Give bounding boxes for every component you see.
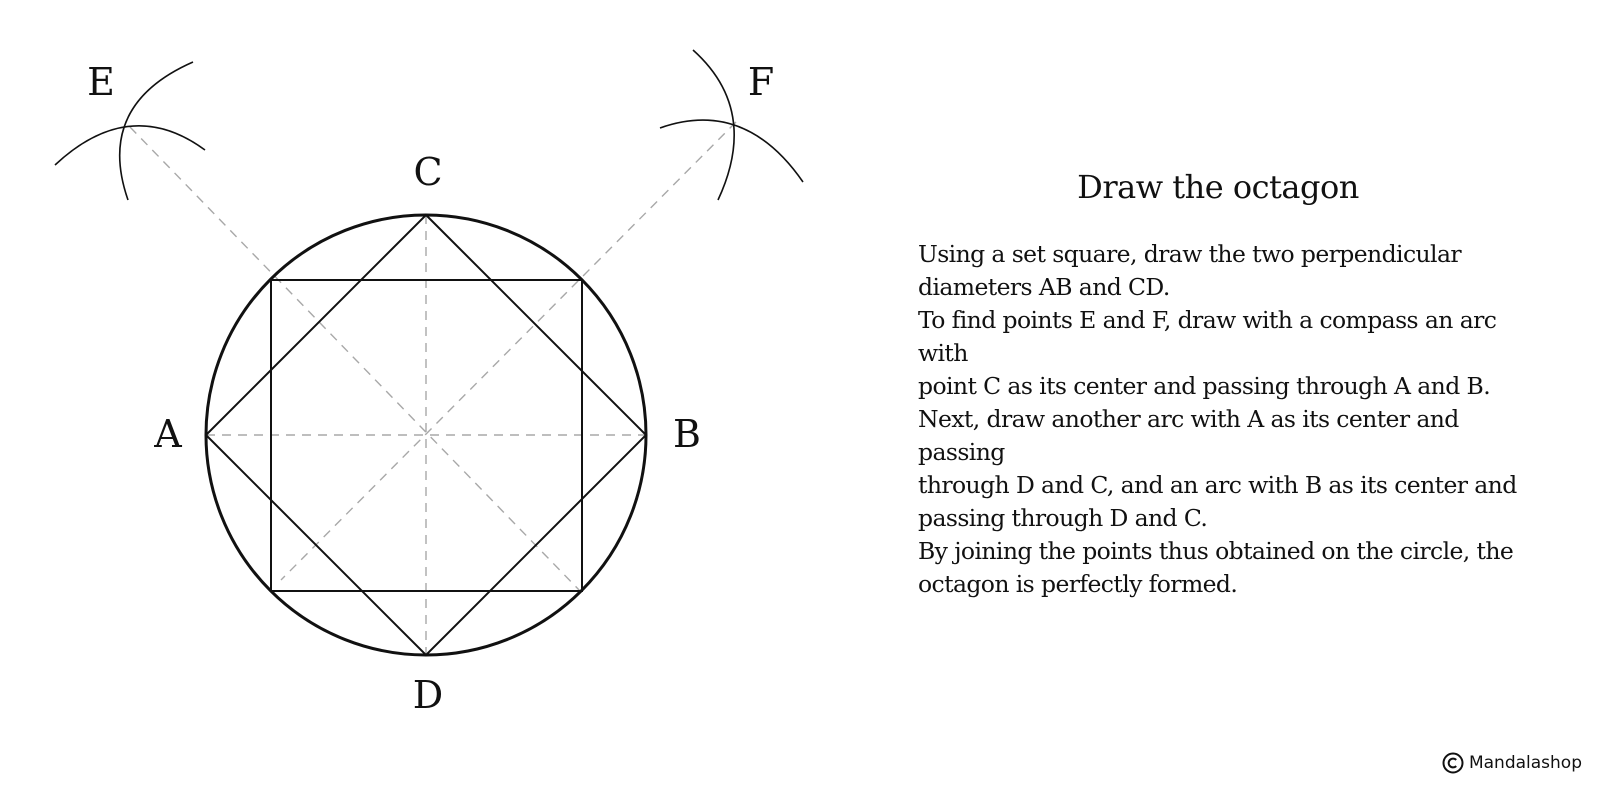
arc-f-horizontal: [660, 120, 803, 182]
label-b: B: [673, 412, 701, 456]
instruction-line: Next, draw another arc with A as its center and passing: [918, 405, 1459, 466]
instruction-line: octagon is perfectly formed.: [918, 570, 1238, 598]
instruction-line: passing through D and C.: [918, 504, 1208, 532]
credit-text: Mandalashop: [1468, 753, 1582, 773]
label-e: E: [87, 60, 115, 104]
label-a: A: [154, 412, 182, 456]
instructions-title: Draw the octagon: [1077, 168, 1359, 206]
instruction-line: through D and C, and an arc with B as its center and: [918, 471, 1517, 499]
instruction-line: point C as its center and passing through A and B.: [918, 372, 1491, 400]
construction-guides: [130, 122, 736, 655]
label-f: F: [747, 60, 775, 104]
label-c: C: [413, 150, 443, 194]
credit: [1442, 752, 1582, 774]
diagonal-f: [281, 122, 736, 580]
arc-f-vertical: [693, 50, 734, 200]
instruction-line: Using a set square, draw the two perpendicular: [918, 240, 1462, 268]
arc-e-vertical: [120, 62, 193, 200]
instruction-line: To find points E and F, draw with a compass an arc with: [918, 306, 1497, 367]
instruction-line: diameters AB and CD.: [918, 273, 1170, 301]
copyright-icon: [1442, 752, 1464, 774]
diagonal-e: [130, 127, 581, 592]
arc-e-horizontal: [55, 126, 205, 165]
label-d: D: [412, 673, 444, 717]
instruction-line: By joining the points thus obtained on the circle, the: [918, 537, 1514, 565]
instructions-panel: [918, 168, 1518, 601]
